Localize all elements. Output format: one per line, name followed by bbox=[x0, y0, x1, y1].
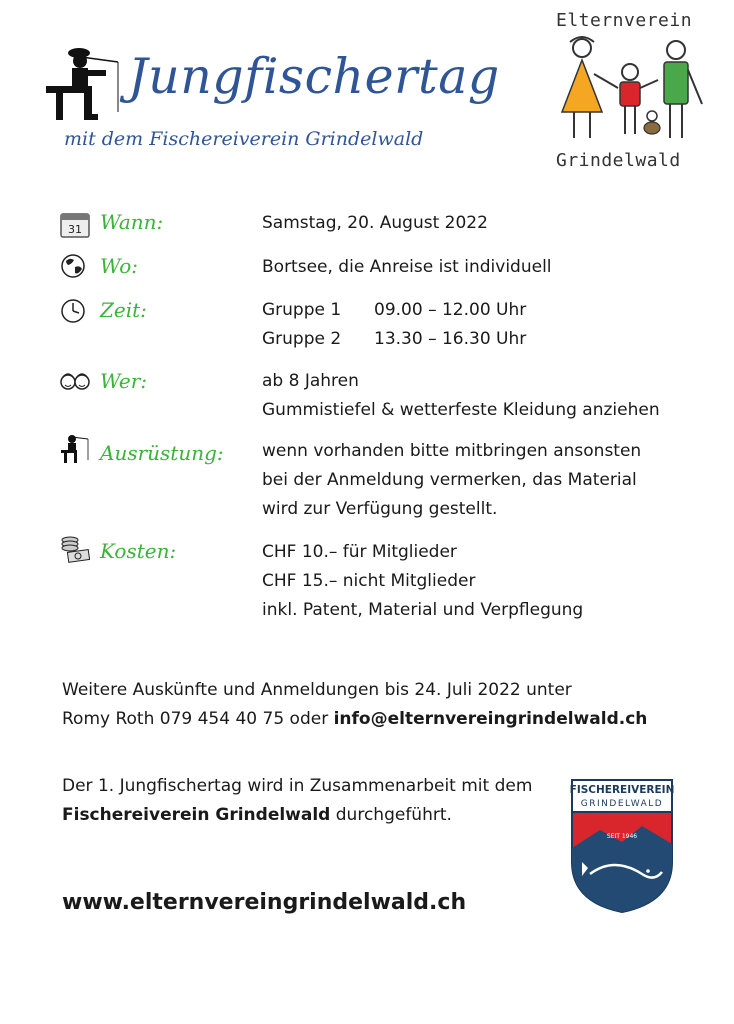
collab-line: Der 1. Jungfischertag wird in Zusammenarbeit mit dem bbox=[62, 776, 533, 796]
group-name: Gruppe 2 bbox=[262, 329, 342, 349]
collab-suffix: durchgeführt. bbox=[330, 805, 452, 825]
badge-line-1: FISCHEREIVEREIN bbox=[570, 784, 674, 796]
value-line: CHF 10.– für Mitglieder bbox=[262, 542, 457, 562]
value-line: Bortsee, die Anreise ist individuell bbox=[262, 257, 552, 277]
page-subtitle: mit dem Fischereiverein Grindelwald bbox=[64, 128, 424, 150]
contact-email-link[interactable]: info@elternvereingrindelwald.ch bbox=[333, 709, 648, 729]
label-wann: Wann: bbox=[100, 210, 164, 234]
time-group-row bbox=[262, 296, 526, 325]
value-line: wenn vorhanden bitte mitbringen ansonsten bbox=[262, 441, 642, 461]
time-group-row bbox=[262, 325, 526, 354]
value-line: ab 8 Jahren bbox=[262, 371, 359, 391]
children-faces-icon bbox=[60, 368, 90, 394]
page-title: Jungfischertag bbox=[128, 48, 500, 105]
value-line: inkl. Patent, Material und Verpflegung bbox=[262, 600, 584, 620]
contact-phone-text: Romy Roth 079 454 40 75 oder bbox=[62, 709, 334, 729]
contact-line bbox=[62, 705, 647, 734]
group-name: Gruppe 1 bbox=[262, 300, 342, 320]
contact-paragraph bbox=[62, 676, 647, 734]
group-time: 09.00 – 12.00 Uhr bbox=[374, 300, 527, 320]
collab-line bbox=[62, 801, 532, 830]
globe-icon bbox=[60, 253, 90, 279]
group-time: 13.30 – 16.30 Uhr bbox=[374, 329, 527, 349]
value-wann bbox=[262, 209, 488, 238]
badge-line-2: GRINDELWALD bbox=[580, 799, 664, 809]
label-wer: Wer: bbox=[100, 369, 148, 393]
calendar-icon bbox=[60, 212, 90, 238]
value-line: wird zur Verfügung gestellt. bbox=[262, 499, 498, 519]
value-wo bbox=[262, 253, 552, 282]
contact-line: Weitere Auskünfte und Anmeldungen bis 24. Juli 2022 unter bbox=[62, 680, 572, 700]
elternverein-logo-bottom-text: Grindelwald bbox=[556, 150, 681, 171]
label-ausruestung: Ausrüstung: bbox=[100, 441, 224, 465]
fisherman-icon bbox=[60, 432, 90, 464]
value-line: bei der Anmeldung vermerken, das Material bbox=[262, 470, 637, 490]
value-kosten bbox=[262, 538, 583, 625]
label-zeit: Zeit: bbox=[100, 298, 147, 322]
website-link[interactable]: www.elternvereingrindelwald.ch bbox=[62, 890, 467, 915]
value-wer bbox=[262, 367, 660, 425]
fisherman-logo-icon bbox=[44, 44, 124, 124]
value-line: Samstag, 20. August 2022 bbox=[262, 213, 488, 233]
calendar-day-number: 31 bbox=[68, 223, 82, 236]
fischereiverein-badge-logo bbox=[570, 778, 674, 914]
money-icon bbox=[60, 534, 90, 564]
value-line: Gummistiefel & wetterfeste Kleidung anziehen bbox=[262, 400, 660, 420]
collab-org-name: Fischereiverein Grindelwald bbox=[62, 805, 331, 825]
value-ausruestung bbox=[262, 437, 641, 524]
label-wo: Wo: bbox=[100, 254, 138, 278]
label-kosten: Kosten: bbox=[100, 539, 177, 563]
elternverein-logo-top-text: Elternverein bbox=[556, 10, 693, 31]
clock-icon bbox=[60, 298, 90, 324]
value-zeit bbox=[262, 296, 526, 354]
badge-seit-text: SEIT 1946 bbox=[606, 833, 638, 840]
value-line: CHF 15.– nicht Mitglieder bbox=[262, 571, 476, 591]
family-figures-logo-icon bbox=[552, 34, 712, 146]
collaboration-paragraph bbox=[62, 772, 532, 830]
